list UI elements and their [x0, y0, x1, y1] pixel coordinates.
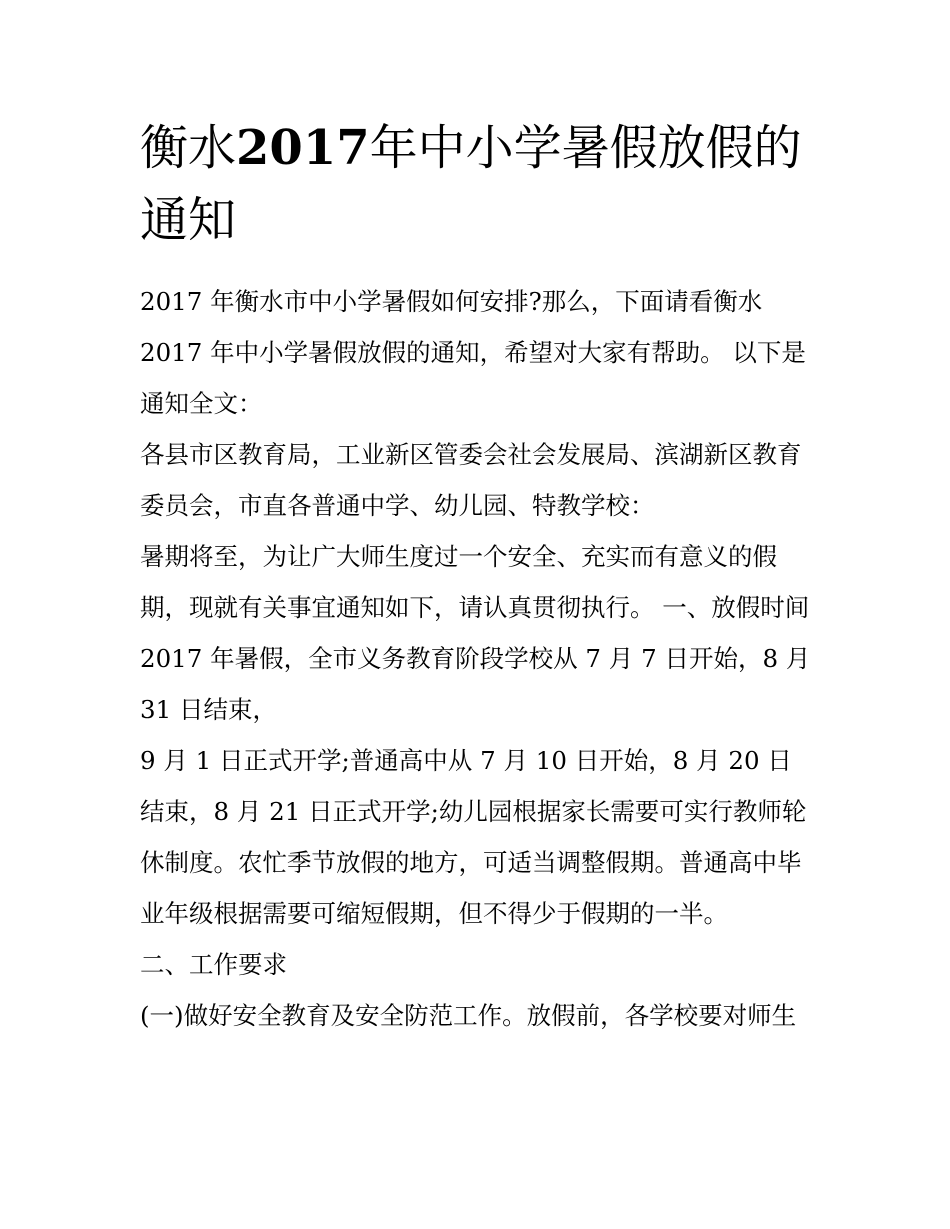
section-heading-requirements: 二、工作要求: [140, 950, 287, 979]
paragraph-school-schedule: 9 月 1 日正式开学;普通高中从 7 月 10 日开始，8 月 20 日结束，8 月 21 日正式开学;幼儿园根据家长需要可实行教师轮休制度。农忙季节放假的地方，可适当调整假期。普通高中毕业年级根据需要可缩短假期，但不得少于假期的一半。: [140, 746, 807, 928]
title-part-2: 年中小学暑假放假的通知: [140, 120, 802, 248]
paragraph-safety: (一)做好安全教育及安全防范工作。放假前，各学校要对师生: [140, 1001, 797, 1030]
paragraph-preamble: 暑期将至，为让广大师生度过一个安全、充实而有意义的假期，现就有关事宜通知如下，请认真贯彻执行。 一、放假时间: [140, 542, 810, 622]
document-title: [140, 112, 816, 256]
title-year: 2017: [236, 120, 370, 176]
title-part-1: 衡水: [140, 120, 237, 176]
document-body: [140, 276, 816, 1041]
paragraph-intro: 2017 年衡水市中小学暑假如何安排?那么，下面请看衡水 2017 年中小学暑假放假的通知，希望对大家有帮助。 以下是通知全文：: [140, 287, 806, 418]
paragraph-recipients: 各县市区教育局，工业新区管委会社会发展局、滨湖新区教育委员会，市直各普通中学、幼儿园、特教学校：: [140, 440, 802, 520]
paragraph-compulsory-schedule: 2017 年暑假，全市义务教育阶段学校从 7 月 7 日开始，8 月 31 日结束，: [140, 644, 811, 724]
document-content: [140, 112, 816, 1041]
